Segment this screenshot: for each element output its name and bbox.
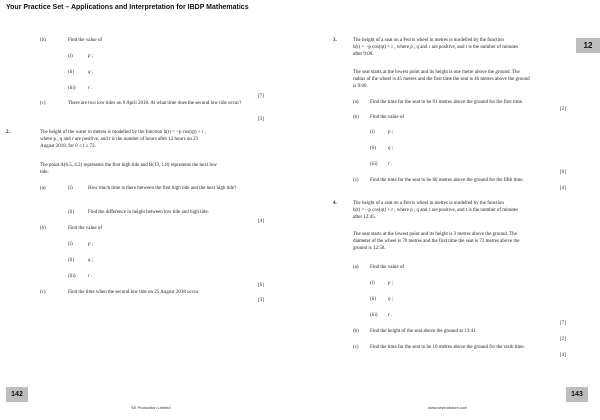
q4-a-label: (a) xyxy=(353,265,359,270)
page-number-left: 142 xyxy=(6,387,28,402)
q3-info-line2: radius of the wheel is 45 metres and the first time the seat is 46 metres above the ground xyxy=(353,77,530,82)
q1-biii-var: r . xyxy=(88,86,93,91)
q1-c-text: There are two low tides on 9 April 2018. At what time does the second low tide occur? xyxy=(68,101,242,106)
q4-ai-label: (i) xyxy=(370,281,375,286)
footer-website: www.seprodstore.com xyxy=(428,405,468,410)
q3-info-line1: The seat starts at the lowest point and its height is one metre above the ground. The xyxy=(353,70,520,75)
q3-intro-line2: h(t) = −p cos(qt) + r , where p , q and r are positive, and t is the number of minutes xyxy=(353,45,519,50)
q1-b-label: (b) xyxy=(40,38,46,43)
q3-bii-label: (ii) xyxy=(370,146,377,151)
q4-aii-var: q ; xyxy=(388,297,394,302)
q3-c-label: (c) xyxy=(353,178,359,183)
q4-info-line1: The seat starts at the lowest point and its height is 3 metres above the ground. The xyxy=(353,232,517,237)
q2-bii-var: q ; xyxy=(88,258,94,263)
q1-bi-label: (i) xyxy=(68,54,73,59)
q4-number: 4. xyxy=(333,201,337,206)
q3-number: 3. xyxy=(333,38,337,43)
q4-info-line3: ground is 12:58. xyxy=(353,246,386,251)
q2-bi-var: p ; xyxy=(88,242,94,247)
q2-biii-var: r . xyxy=(88,274,93,279)
q1-c-label: (c) xyxy=(40,101,46,106)
q2-c-label: (c) xyxy=(40,290,46,295)
q4-ai-var: p ; xyxy=(388,281,394,286)
q2-intro-line1: The height of the water in metres is modelled by the function h(t) = −p cos(qt) + r , xyxy=(40,130,207,135)
right-page xyxy=(300,0,600,420)
q3-b-marks: [6] xyxy=(560,170,566,175)
q4-b-marks: [2] xyxy=(560,337,566,342)
q4-c-label: (c) xyxy=(353,345,359,350)
q4-intro-line3: after 12:45. xyxy=(353,215,377,220)
q1-b-text: Find the value of xyxy=(68,38,103,43)
q3-a-text: Find the time for the seat to be 91 metres above the ground for the first time. xyxy=(370,100,524,105)
running-header: Your Practice Set – Applications and Interpretation for IBDP Mathematics xyxy=(6,4,249,11)
q3-bi-var: p ; xyxy=(388,130,394,135)
q2-bii-label: (ii) xyxy=(68,258,75,263)
q2-b-text: Find the value of xyxy=(68,226,103,231)
q2-c-marks: [3] xyxy=(258,298,264,303)
q2-bi-label: (i) xyxy=(68,242,73,247)
q2-ai-text: How much time is there between the first high tide and the next high tide? xyxy=(88,186,237,191)
q2-a-marks: [4] xyxy=(258,219,264,224)
q4-a-text: Find the value of xyxy=(370,265,405,270)
q4-b-label: (b) xyxy=(353,329,359,334)
q3-c-text: Find the time for the seat to be 60 metres above the ground for the fifth time. xyxy=(370,178,524,183)
q3-bii-var: q ; xyxy=(388,146,394,151)
q4-b-text: Find the height of the seat above the ground at 13:41. xyxy=(370,329,477,334)
q1-bi-var: p ; xyxy=(88,54,94,59)
q1-b-marks: [7] xyxy=(258,94,264,99)
q4-aiii-var: r . xyxy=(388,313,393,318)
q2-aii-label: (ii) xyxy=(68,210,75,215)
q3-intro-line1: The height of a seat on a Ferris wheel in metres is modelled by the function xyxy=(353,38,504,43)
q1-biii-label: (iii) xyxy=(68,86,76,91)
q3-b-label: (b) xyxy=(353,115,359,120)
q4-c-marks: [4] xyxy=(560,353,566,358)
q3-a-marks: [2] xyxy=(560,107,566,112)
page-number-right: 143 xyxy=(566,387,588,402)
q1-bii-label: (ii) xyxy=(68,70,75,75)
q2-biii-label: (iii) xyxy=(68,274,76,279)
q2-number: 2. xyxy=(6,130,10,135)
q4-a-marks: [7] xyxy=(560,321,566,326)
footer-publisher: SE Production Limited xyxy=(131,405,171,410)
q3-c-marks: [4] xyxy=(560,186,566,191)
q1-c-marks: [3] xyxy=(258,117,264,122)
q4-intro-line2: h(t) = −p cos(qt) + r , where p , q and r are positive, and t is the number of minutes xyxy=(353,208,519,213)
q3-bi-label: (i) xyxy=(370,130,375,135)
q4-aii-label: (ii) xyxy=(370,297,377,302)
q2-b-marks: [6] xyxy=(258,283,264,288)
q3-biii-label: (iii) xyxy=(370,162,378,167)
q2-intro-line2: where p , q and r are positive, and t is the number of hours after 12 hours on 23 xyxy=(40,137,199,142)
q3-info-line3: is 9:09. xyxy=(353,84,368,89)
q2-c-text: Find the time when the second low tide on 25 August 2018 occur. xyxy=(68,290,200,295)
q4-aiii-label: (iii) xyxy=(370,313,378,318)
q3-intro-line3: after 9:00. xyxy=(353,52,374,57)
q2-points-line2: tide. xyxy=(40,170,49,175)
chapter-tab: 12 xyxy=(576,38,600,53)
q2-aii-text: Find the difference in height between low tide and high tide. xyxy=(88,210,209,215)
q3-a-label: (a) xyxy=(353,100,359,105)
q2-points-line1: The point A(6.5, 4.2) represents the first high tide and B(13, 1.8) represents the next low xyxy=(40,163,217,168)
q3-b-text: Find the value of xyxy=(370,115,405,120)
q2-b-label: (b) xyxy=(40,226,46,231)
q1-bii-var: q ; xyxy=(88,70,94,75)
q4-intro-line1: The height of a seat on a Ferris wheel in metres is modelled by the function xyxy=(353,201,504,206)
q2-ai-label: (i) xyxy=(68,186,73,191)
q4-c-text: Find the time for the seat to be 10 metres above the ground for the sixth time. xyxy=(370,345,525,350)
q3-biii-var: r . xyxy=(388,162,393,167)
q2-a-label: (a) xyxy=(40,186,46,191)
q2-intro-line3: August 2018, for 0 ≤ t ≤ 72. xyxy=(40,144,96,149)
q4-info-line2: diameter of the wheel is 70 metres and the first time the seat is 73 metres above the xyxy=(353,239,520,244)
